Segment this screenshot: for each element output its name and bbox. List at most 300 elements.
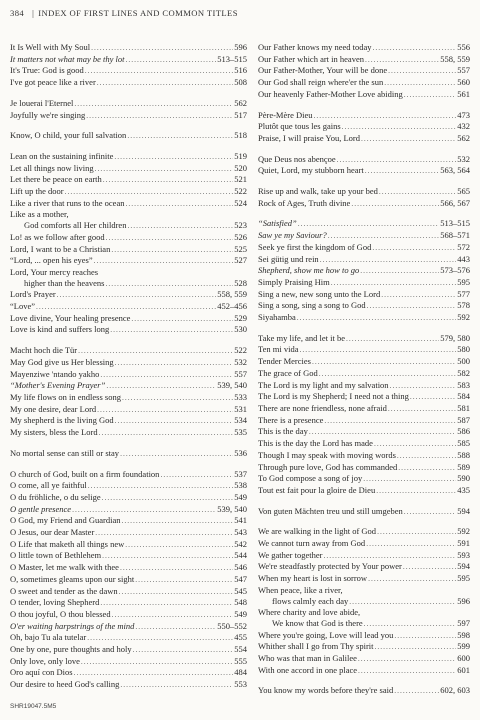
index-entry — [10, 609, 247, 621]
entry-title: O'er waiting harpstrings of the mind — [10, 620, 135, 631]
dot-leader — [298, 219, 440, 230]
entry-page-number: 524 — [234, 197, 247, 208]
dot-leader — [342, 122, 457, 133]
dot-leader — [127, 131, 233, 142]
index-entry — [258, 198, 470, 210]
dot-leader — [120, 680, 233, 691]
dot-leader — [127, 221, 233, 232]
index-entry — [258, 538, 470, 550]
entry-title: The Lord is my light and my salvation — [258, 379, 389, 390]
dot-leader — [120, 449, 233, 460]
entry-title: Praise, I will praise You, Lord — [258, 132, 360, 143]
group-spacer — [10, 460, 247, 469]
dot-leader — [85, 66, 233, 77]
entry-page-number: 532 — [234, 356, 247, 367]
entry-page-number: 555 — [234, 655, 247, 666]
index-entry — [10, 492, 247, 504]
dot-leader — [323, 551, 456, 562]
index-entry — [10, 301, 247, 313]
entry-page-number: 581 — [457, 402, 470, 413]
entry-page-number: 528 — [234, 277, 247, 288]
index-entry — [10, 232, 247, 244]
entry-page-number: 577 — [457, 288, 470, 299]
dot-leader — [122, 393, 233, 404]
dot-leader — [358, 666, 456, 677]
entry-title: You know my words before they're said — [258, 685, 394, 696]
entry-title: We're steadfastly protected by Your power — [258, 561, 402, 572]
index-entry — [258, 641, 470, 653]
dot-leader — [376, 486, 456, 497]
index-entry — [10, 186, 247, 198]
group-spacer — [10, 336, 247, 345]
index-entry — [10, 174, 247, 186]
entry-title: Through pure love, God has commanded — [258, 461, 398, 472]
entry-title: May God give us Her blessing — [10, 356, 114, 367]
index-entry — [10, 77, 247, 89]
index-entry — [258, 550, 470, 562]
entry-title: Rise up and walk, take up your bed — [258, 186, 378, 197]
group-spacer — [258, 209, 470, 218]
dot-leader — [111, 245, 233, 256]
entry-page-number: 534 — [234, 415, 247, 426]
entry-page-number: 562 — [457, 132, 470, 143]
dot-leader — [351, 199, 439, 210]
index-entry — [10, 597, 247, 609]
index-entry — [258, 254, 470, 266]
dot-leader — [121, 516, 233, 527]
entry-page-number: 595 — [457, 573, 470, 584]
entry-title: flows calmly each day — [272, 595, 349, 606]
entry-title: Ten mi vida — [258, 344, 299, 355]
entry-page-number: 566, 567 — [440, 197, 470, 208]
entry-page-number: 543 — [234, 527, 247, 538]
entry-page-number: 538 — [234, 480, 247, 491]
index-entry — [10, 480, 247, 492]
entry-title: Our heavenly Father-Mother Love abiding — [258, 88, 403, 99]
entry-title: O God, my Friend and Guardian — [10, 515, 121, 526]
index-entry — [10, 621, 247, 633]
entry-title: My shepherd is the living God — [10, 415, 114, 426]
entry-page-number: 578 — [457, 300, 470, 311]
dot-leader — [319, 369, 457, 380]
entry-page-number: 599 — [457, 641, 470, 652]
entry-title: O thou joyful, O thou blessed — [10, 608, 111, 619]
dot-leader — [87, 633, 233, 644]
entry-page-number: 595 — [457, 276, 470, 287]
index-entry — [258, 333, 470, 345]
dot-leader — [74, 668, 234, 679]
entry-title: Where you're going, Love will lead you — [258, 629, 394, 640]
entry-page-number: 546 — [234, 562, 247, 573]
index-entry — [258, 462, 470, 474]
entry-title: higher than the heavens — [24, 277, 105, 288]
index-entry — [10, 151, 247, 163]
page-header — [10, 8, 460, 18]
dot-leader — [36, 302, 216, 313]
entry-page-number: 563, 564 — [440, 165, 470, 176]
index-entry — [258, 685, 470, 697]
entry-page-number: 516 — [234, 65, 247, 76]
index-entry — [10, 392, 247, 404]
entry-page-number: 591 — [457, 538, 470, 549]
dot-leader — [72, 505, 216, 516]
dot-leader — [314, 111, 457, 122]
index-entry — [258, 438, 470, 450]
dot-leader — [320, 255, 457, 266]
index-entry — [10, 220, 247, 232]
index-entry — [258, 403, 470, 415]
index-entry — [258, 356, 470, 368]
index-entry — [10, 679, 247, 691]
entry-page-number: 554 — [234, 644, 247, 655]
entry-title: It's True: God is good — [10, 65, 84, 76]
dot-leader — [366, 539, 456, 550]
entry-title: Our Father which art in heaven — [258, 53, 364, 64]
entry-page-number: 508 — [234, 77, 247, 88]
dot-leader — [81, 657, 233, 668]
entry-title: Tender Mercies — [258, 356, 311, 367]
dot-leader — [309, 427, 456, 438]
dot-leader — [112, 610, 234, 621]
index-entry — [10, 278, 247, 290]
index-entry — [258, 277, 470, 289]
entry-page-number: 558, 559 — [217, 289, 247, 300]
group-spacer — [258, 497, 470, 506]
index-entry — [258, 133, 470, 145]
entry-title: We know that God is there — [272, 617, 363, 628]
index-entry — [258, 653, 470, 665]
entry-title: One by one, pure thoughts and holy — [10, 644, 132, 655]
entry-page-number: 517 — [234, 109, 247, 120]
entry-page-number: 539, 540 — [217, 503, 247, 514]
index-entry — [10, 427, 247, 439]
index-entry — [10, 255, 247, 267]
entry-title: Von guten Mächten treu und still umgeben — [258, 505, 403, 516]
dot-leader — [115, 358, 234, 369]
entry-title: Only love, only love — [10, 655, 80, 666]
entry-page-number: 522 — [234, 345, 247, 356]
entry-page-number: 594 — [457, 561, 470, 572]
group-spacer — [10, 89, 247, 98]
dot-leader — [368, 574, 456, 585]
entry-page-number: 562 — [234, 97, 247, 108]
entry-title: Who was that man in Galilee — [258, 653, 357, 664]
entry-page-number: 573–576 — [440, 265, 470, 276]
dot-leader — [403, 562, 456, 573]
index-entry — [258, 77, 470, 89]
dot-leader — [114, 152, 233, 163]
index-entry — [258, 312, 470, 324]
dot-leader — [110, 325, 233, 336]
entry-page-number: 533 — [234, 391, 247, 402]
dot-leader — [100, 370, 233, 381]
entry-page-number: 532 — [457, 153, 470, 164]
entry-title: “Mother's Evening Prayer” — [10, 380, 106, 391]
entry-title: I've got peace like a river — [10, 77, 96, 88]
dot-leader — [360, 266, 439, 277]
index-entry — [10, 345, 247, 357]
entry-page-number: 473 — [457, 109, 470, 120]
dot-leader — [349, 597, 456, 608]
index-entry — [10, 667, 247, 679]
dot-leader — [388, 66, 456, 77]
dot-leader — [120, 563, 233, 574]
dot-leader — [328, 231, 440, 242]
entry-page-number: 513–515 — [217, 53, 247, 64]
dot-leader — [95, 164, 234, 175]
entry-page-number: 553 — [234, 679, 247, 690]
entry-title: Macht hoch die Tür — [10, 345, 78, 356]
entry-page-number: 545 — [234, 585, 247, 596]
entry-title: Sing a new, new song unto the Lord — [258, 288, 381, 299]
entry-title: O little town of Bethlehem — [10, 550, 102, 561]
dot-leader — [394, 631, 456, 642]
page-title: INDEX OF FIRST LINES AND COMMON TITLES — [38, 8, 238, 18]
dot-leader — [97, 405, 233, 416]
entry-title: Simply Praising Him — [258, 276, 330, 287]
entry-title: Quiet, Lord, my stubborn heart — [258, 165, 364, 176]
index-entry — [258, 485, 470, 497]
entry-page-number: 550–552 — [217, 620, 247, 631]
dot-leader — [102, 551, 233, 562]
entry-page-number: 452–456 — [217, 301, 247, 312]
entry-page-number: 582 — [457, 367, 470, 378]
entry-title: Oro aquí con Dios — [10, 667, 73, 678]
entry-title: Lord's Prayer — [10, 289, 56, 300]
dot-leader — [388, 404, 456, 415]
entry-page-number: 519 — [234, 150, 247, 161]
entry-page-number: 521 — [234, 174, 247, 185]
dot-leader — [125, 199, 233, 210]
entry-page-number: 597 — [457, 617, 470, 628]
entry-page-number: 592 — [457, 526, 470, 537]
index-entry — [258, 473, 470, 485]
entry-title: Lord, I want to be a Christian — [10, 243, 111, 254]
entry-title: When my heart is lost in sorrow — [258, 573, 368, 584]
entry-title: Our Father knows my need today — [258, 42, 372, 52]
entry-page-number: 594 — [457, 505, 470, 516]
index-entry — [10, 515, 247, 527]
dot-leader — [97, 78, 233, 89]
entry-title: Plutôt que tous les gains — [258, 121, 341, 132]
index-entry — [258, 561, 470, 573]
entry-title: This is the day the Lord has made — [258, 438, 373, 449]
index-entry — [10, 130, 247, 142]
entry-title: O church of God, built on a firm foundation — [10, 468, 160, 479]
entry-page-number: 596 — [457, 595, 470, 606]
index-entry — [10, 324, 247, 336]
dot-leader — [102, 493, 234, 504]
dot-leader — [381, 290, 456, 301]
index-entry — [10, 380, 247, 392]
entry-page-number: 593 — [457, 549, 470, 560]
index-entry — [258, 265, 470, 277]
index-entry — [10, 42, 247, 54]
index-entry — [10, 632, 247, 644]
entry-page-number: 579, 580 — [440, 332, 470, 343]
entry-title: Lord, Your mercy reaches — [10, 266, 99, 277]
dot-leader — [372, 243, 456, 254]
page-number: 384 — [10, 8, 25, 18]
index-entry — [10, 550, 247, 562]
index-entry — [258, 450, 470, 462]
entry-page-number: 542 — [234, 538, 247, 549]
entry-title: Though I may speak with moving words — [258, 449, 396, 460]
dot-leader — [384, 78, 456, 89]
entry-page-number: 522 — [234, 186, 247, 197]
entry-title: Where charity and love abide, — [258, 607, 361, 618]
index-entry — [10, 504, 247, 516]
dot-leader — [331, 278, 456, 289]
entry-title: It Is Well with My Soul — [10, 42, 91, 52]
entry-page-number: 455 — [234, 632, 247, 643]
entry-page-number: 530 — [234, 324, 247, 335]
entry-title: Lean on the sustaining infinite — [10, 150, 114, 161]
dot-leader — [367, 301, 457, 312]
index-entry — [258, 426, 470, 438]
entry-page-number: 584 — [457, 391, 470, 402]
entry-title: We are walking in the light of God — [258, 526, 377, 537]
entry-page-number: 523 — [234, 220, 247, 231]
entry-title: “Lord, ... open his eyes” — [10, 255, 93, 266]
dot-leader — [88, 481, 234, 492]
index-entry — [258, 415, 470, 427]
entry-title: We gather together — [258, 549, 323, 560]
dot-leader — [365, 166, 439, 177]
entry-page-number: 432 — [457, 121, 470, 132]
index-entry — [10, 54, 247, 66]
entry-page-number: 596 — [234, 42, 247, 52]
entry-title: Whither shall I go from Thy spirit — [258, 641, 374, 652]
entry-title: Our God shall reign where'er the sun — [258, 77, 384, 88]
dot-leader — [299, 345, 456, 356]
entry-page-number: 558, 559 — [440, 53, 470, 64]
index-entry — [10, 404, 247, 416]
entry-title: When peace, like a river, — [258, 584, 343, 595]
entry-page-number: 598 — [457, 629, 470, 640]
entry-title: Our desire to heed God's calling — [10, 679, 120, 690]
index-entry — [258, 506, 470, 518]
entry-page-number: 541 — [234, 515, 247, 526]
group-spacer — [258, 324, 470, 333]
entry-page-number: 590 — [457, 473, 470, 484]
dot-leader — [65, 187, 234, 198]
index-right-column — [258, 42, 470, 697]
dot-leader — [86, 111, 233, 122]
entry-title: O Master, let me walk with thee — [10, 562, 119, 573]
entry-page-number: 585 — [457, 438, 470, 449]
index-entry — [258, 42, 470, 54]
group-spacer — [258, 101, 470, 110]
entry-title: O gentle presence — [10, 503, 72, 514]
entry-title: There is a presence — [258, 414, 324, 425]
dot-leader — [312, 357, 456, 368]
dot-leader — [398, 463, 456, 474]
entry-title: To God compose a song of joy — [258, 473, 363, 484]
header-separator: | — [32, 8, 35, 18]
entry-page-number: 518 — [234, 130, 247, 141]
index-entry — [258, 380, 470, 392]
entry-page-number: 500 — [457, 356, 470, 367]
entry-page-number: 568–571 — [440, 230, 470, 241]
index-entry — [258, 121, 470, 133]
index-entry — [258, 165, 470, 177]
index-entry — [10, 562, 247, 574]
entry-page-number: 520 — [234, 162, 247, 173]
group-spacer — [258, 177, 470, 186]
dot-leader — [106, 233, 234, 244]
index-entry — [10, 110, 247, 122]
entry-title: Père-Mère Dieu — [258, 109, 313, 120]
entry-title: Rock of Ages, Truth divine — [258, 197, 351, 208]
entry-title: Love divine, Your healing presence — [10, 312, 131, 323]
entry-title: Like a river that runs to the ocean — [10, 197, 125, 208]
entry-title: O Jesus, our dear Master — [10, 527, 95, 538]
entry-title: No mortal sense can still or stay — [10, 447, 120, 458]
entry-page-number: 592 — [457, 312, 470, 323]
index-entry — [258, 344, 470, 356]
index-entry — [258, 154, 470, 166]
dot-leader — [131, 314, 233, 325]
index-entry — [258, 630, 470, 642]
dot-leader — [74, 99, 233, 110]
group-spacer — [10, 439, 247, 448]
entry-title: Que Deus nos abençoe — [258, 153, 336, 164]
entry-page-number: 580 — [457, 344, 470, 355]
entry-title: O sweet and tender as the dawn — [10, 585, 118, 596]
dot-leader — [91, 43, 233, 54]
entry-page-number: 587 — [457, 414, 470, 425]
index-entry — [10, 357, 247, 369]
entry-page-number: 561 — [457, 88, 470, 99]
entry-page-number: 600 — [457, 653, 470, 664]
dot-leader — [394, 686, 439, 697]
dot-leader — [346, 334, 439, 345]
dot-leader — [103, 175, 233, 186]
entry-page-number: 435 — [457, 484, 470, 495]
dot-leader — [410, 392, 456, 403]
index-entry — [258, 289, 470, 301]
entry-title: Seek ye first the kingdom of God — [258, 241, 372, 252]
entry-page-number: 531 — [234, 403, 247, 414]
dot-leader — [379, 187, 456, 198]
dot-leader — [364, 619, 457, 630]
dot-leader — [95, 528, 233, 539]
entry-page-number: 484 — [234, 667, 247, 678]
entry-title: My one desire, dear Lord — [10, 403, 97, 414]
dot-leader — [125, 540, 233, 551]
entry-page-number: 525 — [234, 243, 247, 254]
index-entry — [258, 186, 470, 198]
entry-page-number: 443 — [457, 253, 470, 264]
index-entry — [10, 267, 247, 278]
entry-title: Lift up the door — [10, 186, 64, 197]
dot-leader — [297, 313, 456, 324]
index-entry — [10, 415, 247, 427]
index-entry — [10, 289, 247, 301]
dot-leader — [99, 428, 234, 439]
entry-page-number: 601 — [457, 664, 470, 675]
dot-leader — [106, 381, 216, 392]
entry-page-number: 557 — [457, 65, 470, 76]
entry-page-number: 548 — [234, 597, 247, 608]
entry-title: With one accord in one place — [258, 664, 358, 675]
dot-leader — [78, 346, 233, 357]
index-entry — [258, 65, 470, 77]
index-entry — [258, 526, 470, 538]
index-entry — [10, 527, 247, 539]
index-entry — [10, 469, 247, 481]
